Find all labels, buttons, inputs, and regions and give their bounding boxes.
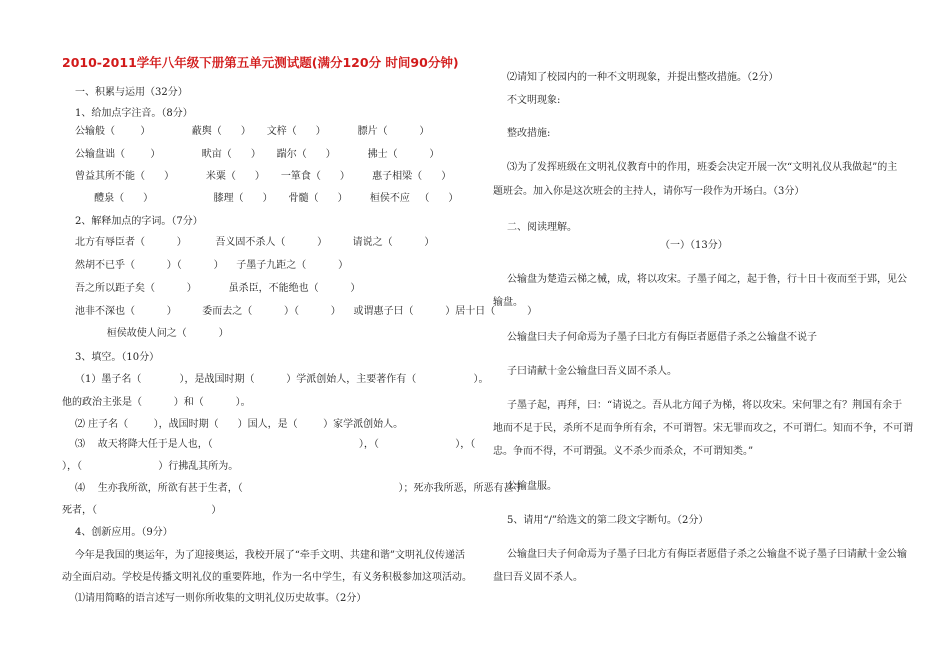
text-line: 盘曰吾义固不杀人。: [493, 572, 583, 583]
text-line: 子曰请献十金公输盘曰吾义固不杀人。: [507, 366, 677, 377]
text-line: ⑴请用简略的语言述写一则你所收集的文明礼仪历史故事。（2分）: [75, 593, 367, 604]
text-line: 忠。争而不得，不可谓强。义不杀少而杀众，不可谓知类。”: [493, 446, 754, 457]
question-heading: 5、请用“/”给选文的第二段文字断句。（2分）: [507, 515, 709, 526]
text-line: 地而不足于民，杀所不足而争所有余，不可谓智。宋无罪而攻之，不可谓仁。知而不争，不可谓: [493, 423, 913, 434]
text-line: 公输般（ ） 蔽舆（ ） 文梓（ ） 膘片（ ）: [75, 126, 430, 137]
text-line: 整改措施:: [507, 128, 551, 139]
text-line: ⑶ 故天将降大任于是人也，（ ），（ ），（: [75, 439, 476, 450]
page-title: 2010-2011学年八年级下册第五单元测试题(满分120分 时间90分钟): [62, 55, 459, 70]
text-line: 动全面启动。学校是传播文明礼仪的重要阵地，作为一名中学生，有义务积极参加这项活动。: [62, 572, 472, 583]
text-line: ⑵ 庄子名（ ），战国时期（ ）国人，是（ ）家学派创始人。: [75, 419, 404, 430]
text-line: ），（ ）行拂乱其所为。: [62, 461, 239, 472]
text-line: 醴泉（ ） 膝理（ ） 骨髓（ ） 桓侯不应 （ ）: [75, 193, 459, 204]
question-heading: 3、填空。（10分）: [75, 352, 160, 363]
text-line: 公输盘服。: [507, 481, 557, 492]
section-heading: 一、积累与运用（32分）: [75, 87, 188, 98]
section-heading: 二、阅读理解。: [507, 222, 577, 233]
text-line: 公输盘诎（ ） 畎亩（ ） 踹尔（ ） 拂士（ ）: [75, 149, 440, 160]
text-line: 题班会。加入你是这次班会的主持人，请你写一段作为开场白。（3分）: [493, 186, 805, 197]
text-line: 死者，（ ）: [62, 505, 222, 516]
text-line: 今年是我国的奥运年，为了迎接奥运，我校开展了“牵手文明、共建和谐”文明礼仪传递活: [62, 550, 465, 561]
text-line: 北方有辱臣者（ ） 吾义固不杀人（ ） 请说之（ ）: [75, 237, 435, 248]
text-line: 然胡不已乎（ ）（ ） 子墨子九距之（ ）: [75, 260, 349, 271]
text-line: 不文明现象:: [507, 95, 561, 106]
text-line: 公输盘为楚造云梯之械，成，将以攻宋。子墨子闻之，起于鲁，行十日十夜而至于郢，见公: [507, 274, 907, 285]
text-line: 吾之所以距子矣（ ） 虽杀臣，不能绝也（ ）: [75, 283, 361, 294]
text-line: ⑵请知了校园内的一种不文明现象，并提出整改措施。（2分）: [507, 72, 779, 83]
text-line: （1）墨子名（ ），是战国时期（ ）学派创始人，主要著作有（ ）。: [75, 374, 489, 385]
text-line: 公输盘曰夫子何命焉为子墨子曰北方有侮臣者愿借子杀之公输盘不说子墨子曰请献十金公输: [507, 549, 907, 560]
text-line: 桓侯故使人问之（ ）: [75, 328, 229, 339]
text-line: ⑷ 生亦我所欲，所欲有甚于生者，（ ）；死亦我所恶，所恶有甚于: [75, 483, 524, 494]
text-line: 输盘。: [493, 297, 523, 308]
text-line: 公输盘曰夫子何命焉为子墨子曰北方有侮臣者愿借子杀之公输盘不说子: [507, 332, 817, 343]
question-heading: 2、解释加点的字词。（7分）: [75, 216, 203, 227]
question-heading: 1、给加点字注音。（8分）: [75, 108, 193, 119]
text-line: 子墨子起，再拜，曰：“请说之。吾从北方闻子为梯，将以攻宋。宋何罪之有？荆国有余于: [507, 400, 903, 411]
passage-heading: （一）（13分）: [660, 240, 728, 251]
text-line: 池非不深也（ ） 委而去之（ ）（ ） 或谓惠子曰（ ）居十日（ ）: [75, 306, 538, 317]
text-line: 他的政治主张是（ ）和（ ）。: [62, 397, 251, 408]
text-line: ⑶为了发挥班级在文明礼仪教育中的作用，班委会决定开展一次“文明礼仪从我做起”的主: [507, 162, 898, 173]
text-line: 曾益其所不能（ ） 米粟（ ） 一箪食（ ） 惠子相梁（ ）: [75, 171, 452, 182]
question-heading: 4、创新应用。（9分）: [75, 527, 173, 538]
